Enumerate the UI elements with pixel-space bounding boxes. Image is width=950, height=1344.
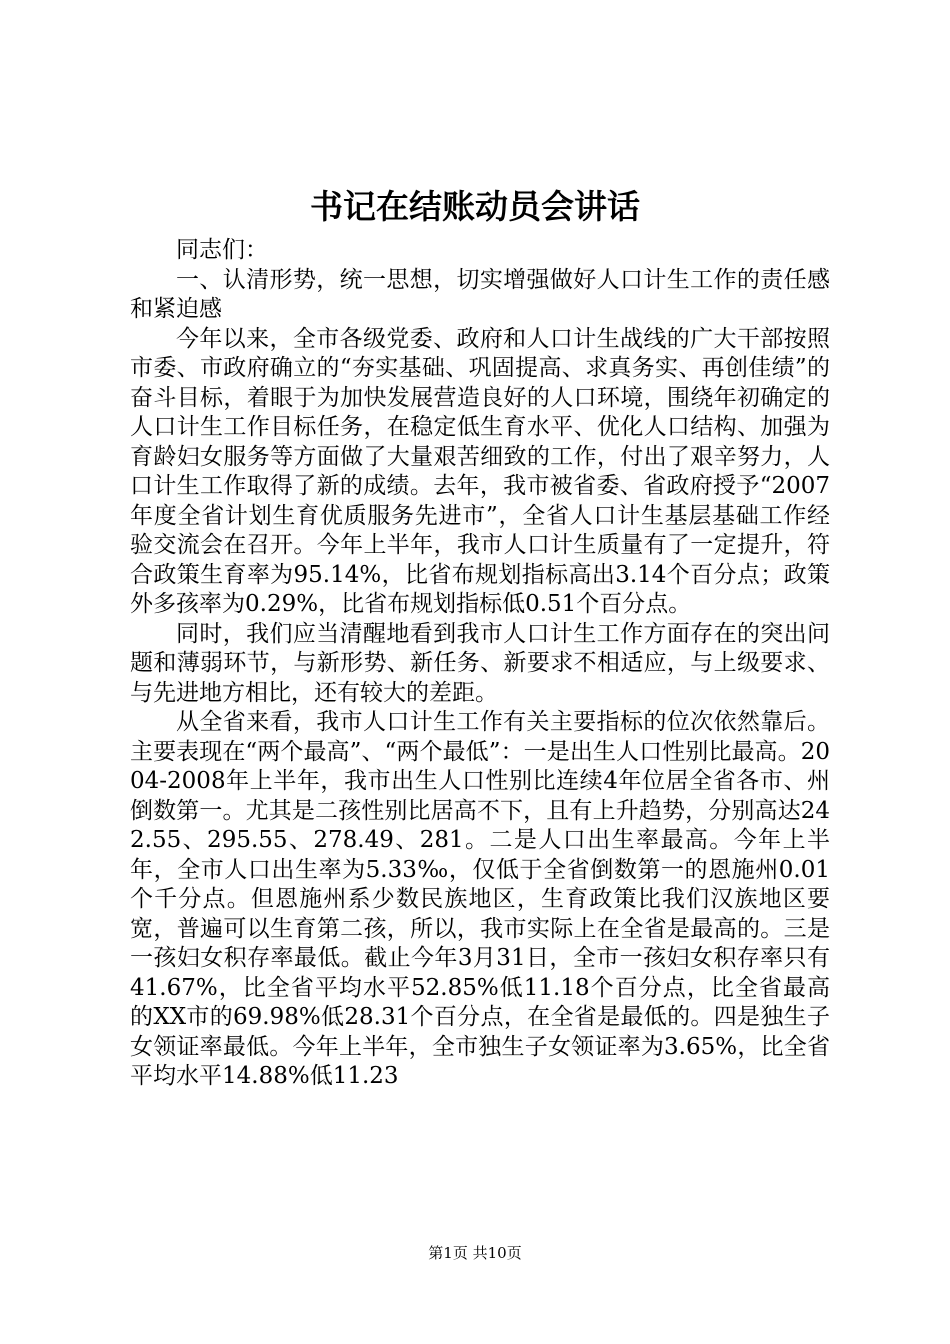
document-title: 书记在结账动员会讲话 xyxy=(310,187,640,226)
section-heading-1: 一、认清形势，统一思想，切实增强做好人口计生工作的责任感和紧迫感 xyxy=(130,266,830,322)
salutation: 同志们： xyxy=(176,237,268,263)
body-paragraph: 同时，我们应当清醒地看到我市人口计生工作方面存在的突出问题和薄弱环节，与新形势、新任务、新要求不相适应，与上级要求、与先进地方相比，还有较大的差距。 xyxy=(130,620,830,706)
document-body xyxy=(130,236,830,1092)
body-paragraph: 从全省来看，我市人口计生工作有关主要指标的位次依然靠后。主要表现在“两个最高”、“两个最低”：一是出生人口性别比最高。2004-2008年上半年，我市出生人口性别比连续4年位居全省各市、州倒数第一。尤其是二孩性别比居高不下，且有上升趋势，分别高达242.55、295.55、278.49、281。二是人口出生率最高。今年上半年，全市人口出生率为5.33‰，仅低于全省倒数第一的恩施州0.01个千分点。但恩施州系少数民族地区，生育政策比我们汉族地区要宽，普遍可以生育第二孩，所以，我市实际上在全省是最高的。三是一孩妇女积存率最低。截止今年3月31日，全市一孩妇女积存率只有41.67%，比全省平均水平52.85%低11.18个百分点，比全省最高的XX市的69.98%低28.31个百分点，在全省是最低的。四是独生子女领证率最低。今年上半年，全市独生子女领证率为3.65%，比全省平均水平14.88%低11.23 xyxy=(130,709,830,1089)
page-footer: 第1页 共10页 xyxy=(428,1244,522,1262)
body-paragraph: 今年以来，全市各级党委、政府和人口计生战线的广大干部按照市委、市政府确立的“夯实基础、巩固提高、求真务实、再创佳绩”的奋斗目标，着眼于为加快发展营造良好的人口环境，围绕年初确定的人口计生工作目标任务，在稳定低生育水平、优化人口结构、加强为育龄妇女服务等方面做了大量艰苦细致的工作，付出了艰辛努力，人口计生工作取得了新的成绩。去年，我市被省委、省政府授予“2007年度全省计划生育优质服务先进市”，全省人口计生基层基础工作经验交流会在召开。今年上半年，我市人口计生质量有了一定提升，符合政策生育率为95.14%，比省布规划指标高出3.14个百分点；政策外多孩率为0.29%，比省布规划指标低0.51个百分点。 xyxy=(130,325,830,617)
